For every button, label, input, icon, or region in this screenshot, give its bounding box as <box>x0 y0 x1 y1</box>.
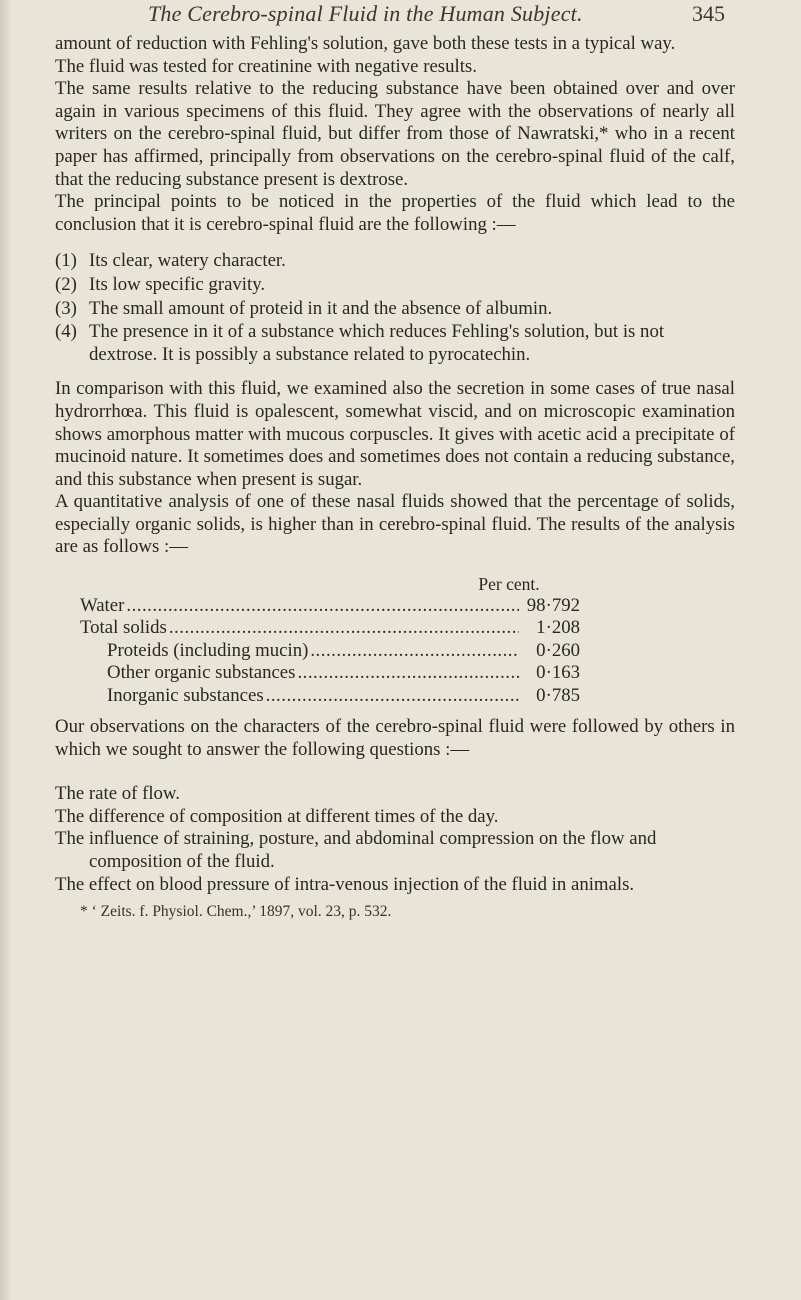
list-item-text: The small amount of proteid in it and the absence of albumin. <box>89 297 553 319</box>
running-title: The Cerebro-spinal Fluid in the Human Subject. <box>148 1 583 26</box>
table-row <box>80 640 580 662</box>
list-item <box>55 321 735 366</box>
list-item <box>55 298 735 321</box>
question-item: The rate of flow. <box>55 783 180 805</box>
paragraph-reducing-substance: The same results relative to the reducing substance have been obtained over and over again in various specimens of this fluid. They agree with the observations of nearly all writers on the cerebro-spinal fluid, but differ from those of Nawratski,* who in a recent paper has affirmed, principally from observations on the cerebro-spinal fluid of the calf, that the reducing substance present is dextrose. <box>55 78 735 190</box>
list-item-text: Its low specific gravity. <box>89 273 266 295</box>
question-item: The influence of straining, posture, and abdominal compression on the flow and composition of the fluid. <box>55 828 657 872</box>
paragraph-principal-points: The principal points to be noticed in the properties of the fluid which lead to the conclusion that it is cerebro-spinal fluid are the following :— <box>55 191 735 235</box>
row-label: Total solids <box>80 617 167 639</box>
table-row <box>80 685 580 707</box>
page-number: 345 <box>692 1 725 26</box>
list-item <box>55 250 735 273</box>
questions-list <box>55 783 735 896</box>
paragraph-observations: Our observations on the characters of the cerebro-spinal fluid were followed by others in which we sought to answer the following questions :— <box>55 716 735 760</box>
paragraph-continuation: amount of reduction with Fehling's solution, gave both these tests in a typical way. <box>55 33 676 54</box>
list-item <box>55 274 735 297</box>
list-item-text: The presence in it of a substance which reduces Fehling's solution, but is not dextrose. It is possibly a substance related to pyrocatechin. <box>89 321 665 365</box>
unit-header: Per cent. <box>478 574 540 595</box>
leader-dots <box>126 595 519 617</box>
table-row <box>80 617 580 639</box>
paragraph-nasal-hydrorrhoea: In comparison with this fluid, we examined also the secretion in some cases of true nasal hydrorrhœa. This fluid is opalescent, somewhat viscid, and on microscopic examination shows amorphous matter with mucous corpuscles. It gives with acetic acid a precipitate of mucinoid nature. It sometimes does and sometimes does not contain a reducing substance, and this substance when present is sugar. <box>55 378 735 490</box>
row-label: Other organic substances <box>107 662 296 684</box>
paragraph-creatinine: The fluid was tested for creatinine with negative results. <box>55 55 477 77</box>
footnote: * ‘ Zeits. f. Physiol. Chem.,’ 1897, vol. 23, p. 532. <box>80 903 392 921</box>
table-row <box>80 595 580 617</box>
leader-dots <box>266 685 519 707</box>
row-value: 98·792 <box>526 595 580 617</box>
properties-list <box>55 250 735 366</box>
paragraph-quantitative-analysis: A quantitative analysis of one of these nasal fluids showed that the percentage of solids, especially organic solids, is higher than in cerebro-spinal fluid. The results of the analysis are as follows :— <box>55 491 735 558</box>
row-value: 0·163 <box>536 662 580 684</box>
body-text <box>55 33 735 922</box>
row-label: Inorganic substances <box>107 684 264 706</box>
question-item: The effect on blood pressure of intra-venous injection of the fluid in animals. <box>55 873 635 895</box>
question-item: The difference of composition at different times of the day. <box>55 805 499 827</box>
analysis-table <box>55 573 580 707</box>
list-item-text: Its clear, watery character. <box>89 250 286 272</box>
table-header <box>80 573 580 595</box>
row-value: 1·208 <box>536 617 580 639</box>
leader-dots <box>297 662 519 684</box>
table-row <box>80 662 580 684</box>
leader-dots <box>310 640 519 662</box>
leader-dots <box>169 617 519 639</box>
row-label: Proteids (including mucin) <box>107 639 309 661</box>
row-value: 0·260 <box>536 639 580 661</box>
list-item-number: (4) <box>55 321 77 343</box>
row-label: Water <box>80 595 125 617</box>
list-item-number: (3) <box>55 297 77 319</box>
page-header <box>0 0 801 36</box>
list-item-number: (1) <box>55 250 77 272</box>
row-value: 0·785 <box>536 684 580 706</box>
list-item-number: (2) <box>55 273 77 295</box>
